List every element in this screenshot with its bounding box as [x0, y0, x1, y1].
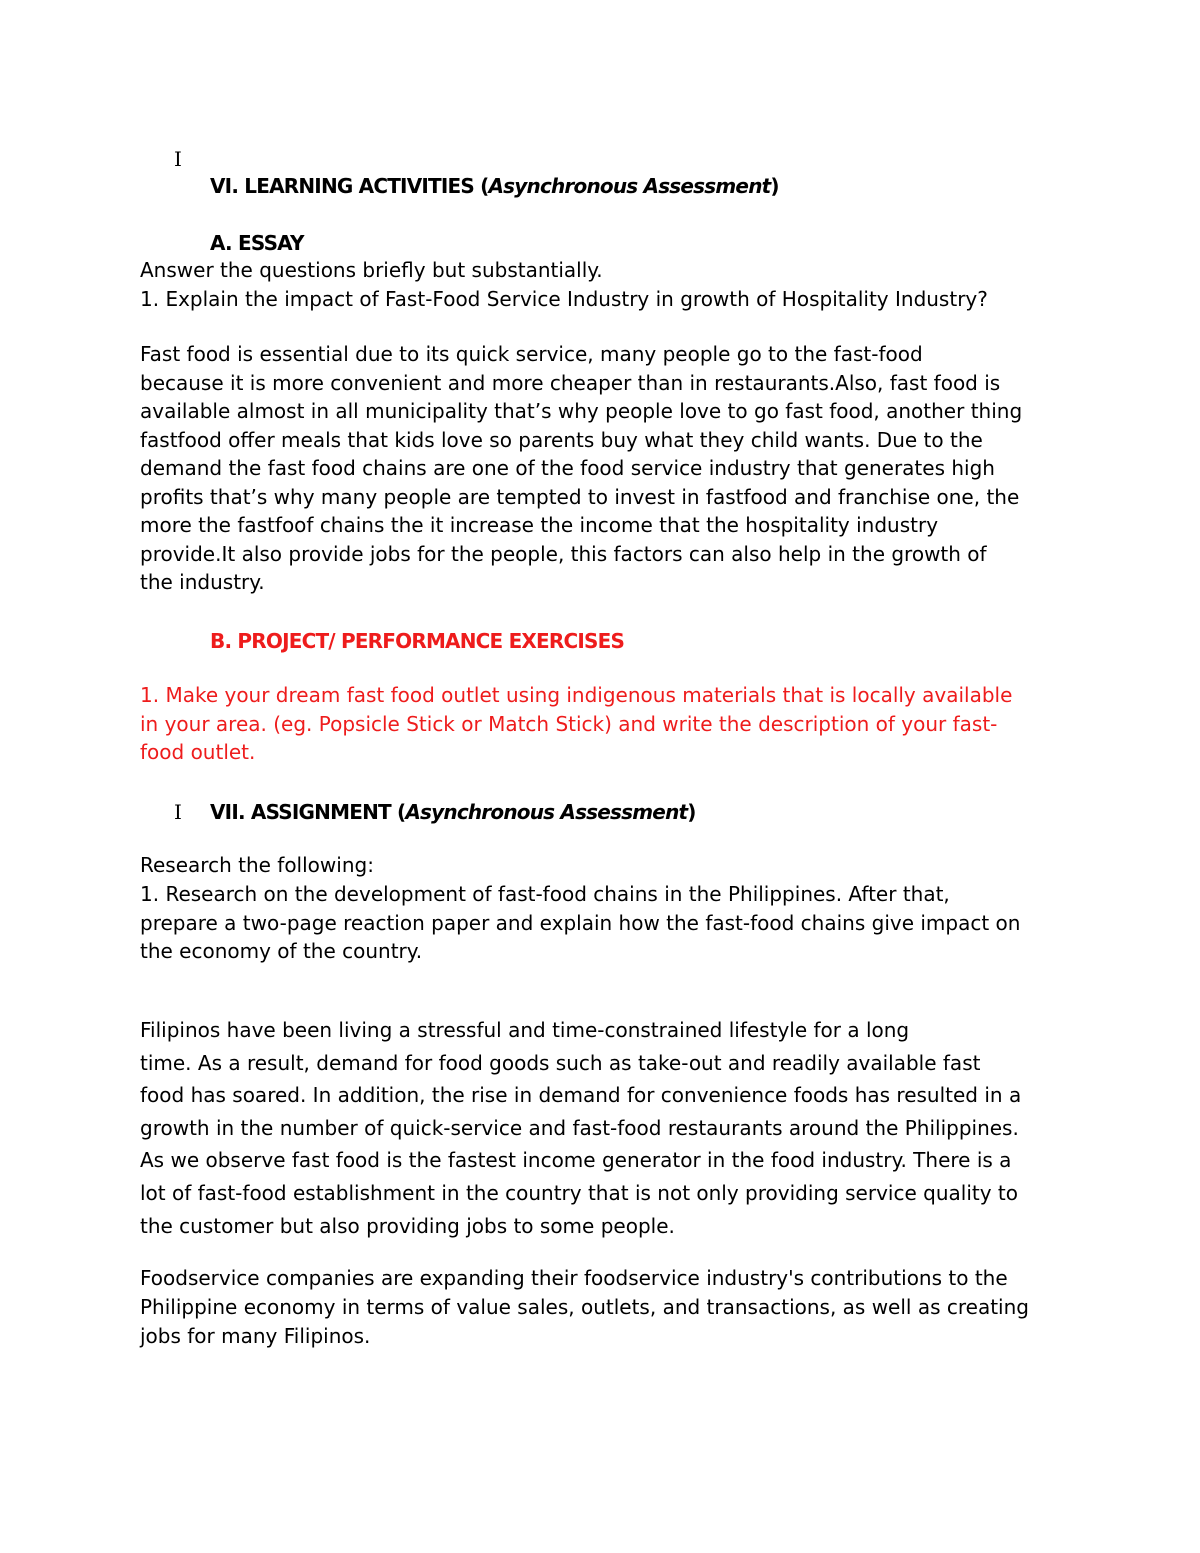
essay-instruction: Answer the questions briefly but substantially.	[140, 258, 603, 282]
assignment-item: 1. Research on the development of fast-food chains in the Philippines. After that, prepare a two-page reaction paper and explain how the fast-food chains give impact on the economy of the country.	[140, 882, 1021, 963]
section-vi-heading	[210, 172, 779, 200]
section-vii-heading	[210, 798, 696, 826]
assignment-answer-paragraph-1: Filipinos have been living a stressful and time-constrained lifestyle for a long time. As a result, demand for food goods such as take-out and readily available fast food has soared. In addition, the rise in demand for convenience foods has resulted in a growth in the number of quick-service and fast-food restaurants around the Philippines. As we observe fast food is the fastest income generator in the food industry. There is a lot of fast-food establishment in the country that is not only providing service quality to the customer but also providing jobs to some people.	[140, 1018, 1022, 1238]
assignment-answer-paragraph-2: Foodservice companies are expanding their foodservice industry's contributions to the Philippine economy in terms of value sales, outlets, and transactions, as well as creating jobs for many Filipinos.	[140, 1266, 1029, 1348]
assignment-instruction: Research the following:	[140, 853, 374, 877]
section-vi-title-suffix: )	[770, 174, 779, 198]
project-item: 1. Make your dream fast food outlet using indigenous materials that is locally available in your area. (eg. Popsicle Stick or Match Stick) and write the description of your fast- food outlet.	[140, 683, 1013, 764]
section-vii-title-suffix: )	[687, 800, 696, 824]
section-vii-title-italic: Asynchronous Assessment	[405, 800, 688, 824]
section-vii-title-prefix: VII. ASSIGNMENT (	[210, 800, 406, 824]
section-vii-marker: I	[174, 800, 182, 824]
essay-question: 1. Explain the impact of Fast-Food Service Industry in growth of Hospitality Industry?	[140, 287, 988, 311]
essay-answer: Fast food is essential due to its quick service, many people go to the fast-food because it is more convenient and more cheaper than in restaurants.Also, fast food is available almost in all municipality that’s why people love to go fast food, another thing fastfood offer meals that kids love so parents buy what they child wants. Due to the demand the fast food chains are one of the food service industry that generates high profits that’s why many people are tempted to invest in fastfood and franchise one, the more the fastfoof chains the it increase the income that the hospitality industry provide.It also provide jobs for the people, this factors can also help in the growth of the industry.	[140, 342, 1023, 594]
section-vi-title-italic: Asynchronous Assessment	[488, 174, 771, 198]
essay-heading: A. ESSAY	[210, 231, 304, 255]
project-heading: B. PROJECT/ PERFORMANCE EXERCISES	[210, 629, 625, 653]
section-vi-title-prefix: VI. LEARNING ACTIVITIES (	[210, 174, 489, 198]
section-vi-marker: I	[174, 147, 182, 171]
